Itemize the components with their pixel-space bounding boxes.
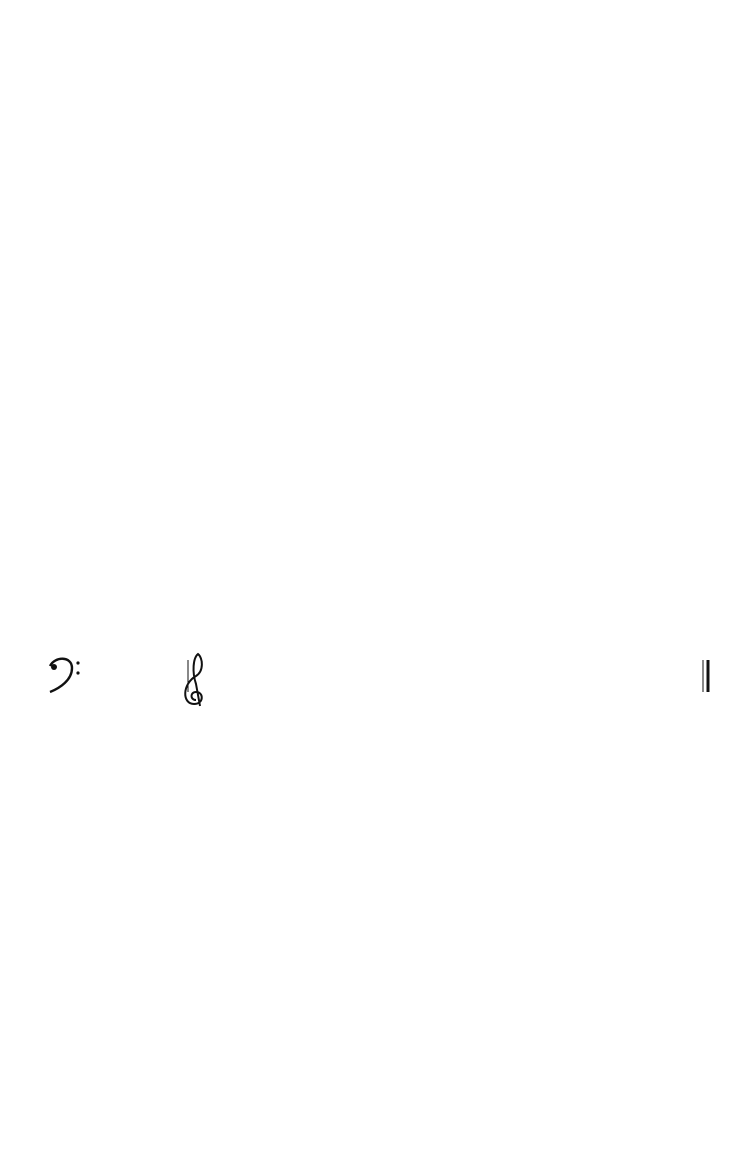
bass-clef-icon xyxy=(50,659,80,692)
music-staff xyxy=(50,654,708,706)
